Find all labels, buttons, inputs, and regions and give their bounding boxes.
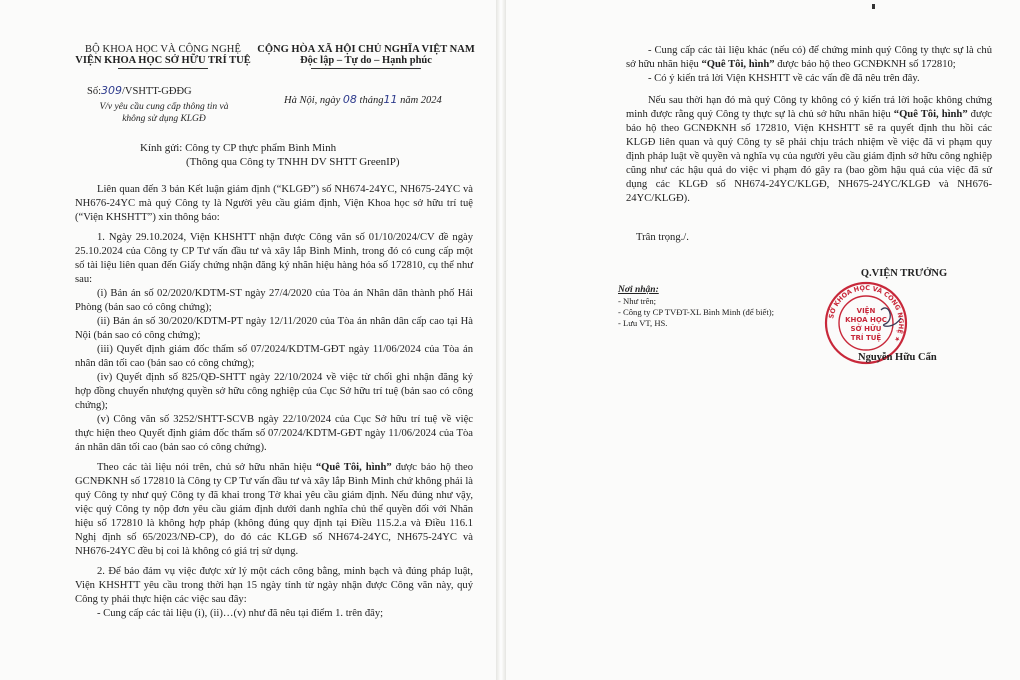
bullet-2-text-a: - Cung cấp các tài liệu khác (nếu có) để chứng minh quý Công ty thực sự là chủ sở hữu nhãn hiệu — [626, 45, 992, 70]
number-prefix: Số: — [87, 86, 102, 97]
seal-line-1: VIỆN — [856, 307, 876, 315]
addressee — [140, 141, 400, 169]
ministry-name: BỘ KHOA HỌC VÀ CÔNG NGHỆ — [85, 44, 241, 55]
addressee-line-1: Kính gửi: Công ty CP thực phẩm Bình Minh — [140, 142, 337, 154]
date-prefix: Hà Nội, ngày — [284, 95, 341, 106]
paragraph-1: 1. Ngày 29.10.2024, Viện KHSHTT nhận được Công văn số 01/10/2024/CV đề ngày 25.10.2024 của Công ty CP Tư vấn đầu tư và xây lắp Bình Minh, trong đó có cung cấp một số tài liệu liên quan đến Giấy chứng nhận đăng ký nhãn hiệu hàng hóa số 172810, cụ thể như sau: — [75, 232, 473, 285]
signer-name: Nguyễn Hữu Cẩn — [858, 352, 937, 363]
issuing-agency — [68, 44, 258, 69]
date-month: 11 — [383, 93, 398, 106]
item-ii: (ii) Bản án số 30/2020/KDTM-PT ngày 12/11/2020 của Tòa án nhân dân cấp cao tại Hà Nội (bản sao có công chứng); — [75, 316, 473, 341]
national-motto: Độc lập – Tự do – Hạnh phúc — [300, 55, 432, 66]
paragraph-3: 2. Để bảo đảm vụ việc được xử lý một cách công bằng, minh bạch và đúng pháp luật, Viện KHSHTT yêu cầu trong thời hạn 15 ngày tính từ ngày nhận được Công văn này, quý Công ty phải thực hiện các việc sau đây: — [75, 566, 473, 605]
subject-line-2: không sử dụng KLGĐ — [122, 114, 206, 124]
seal-line-3: SỞ HỮU — [850, 325, 882, 333]
paragraph-2 — [75, 461, 473, 559]
date-day: 08 — [342, 93, 357, 106]
institute-name: VIỆN KHOA HỌC SỞ HỮU TRÍ TUỆ — [75, 55, 251, 66]
item-iii: (iii) Quyết định giám đốc thẩm số 07/2024/KDTM-GĐT ngày 11/06/2024 của Tòa án nhân dân tối cao (bản sao có công chứng); — [75, 344, 473, 369]
motto-rule — [311, 68, 421, 69]
item-i: (i) Bản án số 02/2020/KDTM-ST ngày 27/4/2020 của Tòa án Nhân dân thành phố Hải Phòng (bản sao có công chứng); — [75, 288, 473, 313]
request-bullet-1: - Cung cấp các tài liệu (i), (ii)…(v) như đã nêu tại điểm 1. trên đây; — [97, 608, 384, 619]
page-gutter — [496, 0, 506, 680]
recipients-title: Nơi nhận: — [618, 285, 659, 295]
item-iv: (iv) Quyết định số 825/QĐ-SHTT ngày 22/10/2024 về việc từ chối ghi nhận đăng ký hợp đồng chuyển nhượng quyền sở hữu công nghiệp của Cục Sở hữu trí tuệ (bản sao có công chứng); — [75, 372, 473, 411]
subject-line-1: V/v yêu cầu cung cấp thông tin và — [99, 102, 229, 112]
recipient-3: - Lưu VT, HS. — [618, 318, 668, 328]
recipient-2: - Công ty CP TVĐT-XL Bình Minh (để biết); — [618, 307, 774, 317]
closing-remark: Trân trọng./. — [636, 232, 689, 243]
paragraph-4-text-a: Nếu sau thời hạn đó mà quý Công ty không có ý kiến trả lời hoặc không chứng minh được rằng quý Công ty thực sự là chủ sở hữu nhãn hiệu — [626, 95, 992, 120]
number-suffix: /VSHTT-GĐĐG — [122, 86, 192, 97]
seal-line-2: KHOA HỌC — [845, 316, 887, 324]
request-bullet-2 — [626, 44, 992, 72]
document-number — [87, 84, 192, 97]
date-month-label: tháng — [359, 95, 384, 106]
item-v: (v) Công văn số 3252/SHTT-SCVB ngày 22/10/2024 của Cục Sở hữu trí tuệ về việc thực hiện theo Quyết định giám đốc thẩm số 07/2024/KDTM-GĐT ngày 11/06/2024 của Tòa án nhân dân tối cao (bản sao có công chứng). — [75, 414, 473, 453]
trademark-name: “Quê Tôi, hình” — [701, 59, 775, 70]
bullet-2-text-b: được bảo hộ theo GCNĐKNH số 172810; — [774, 59, 956, 70]
left-page — [0, 0, 496, 680]
letter-body-right — [626, 44, 992, 206]
recipients-block — [618, 285, 774, 329]
trademark-name: “Quê Tôi, hình” — [315, 462, 392, 473]
header-rule — [118, 68, 208, 69]
right-page — [506, 0, 1020, 680]
intro-paragraph: Liên quan đến 3 bản Kết luận giám định (“KLGĐ”) số NH674-24YC, NH675-24YC và NH676-24YC mà quý Công ty là Người yêu cầu giám định, Viện Khoa học sở hữu trí tuệ (“Viện KHSHTT”) xin thông báo: — [75, 184, 473, 223]
paragraph-4 — [626, 94, 992, 206]
date-year: năm 2024 — [400, 95, 442, 106]
paragraph-2-text-a: Theo các tài liệu nói trên, chủ sở hữu nhãn hiệu — [97, 462, 316, 473]
document-subject — [84, 101, 244, 125]
seal-line-4: TRÍ TUỆ — [850, 334, 882, 342]
trademark-name: “Quê Tôi, hình” — [893, 109, 968, 120]
request-bullet-3: - Có ý kiến trả lời Viện KHSHTT về các vấn đề đã nêu trên đây. — [648, 73, 920, 84]
seal-ring-path: SỞ KHOA HỌC VÀ CÔNG NGHỆ ★ — [827, 283, 906, 344]
recipient-1: - Như trên; — [618, 296, 657, 306]
paragraph-4-text-b: được bảo hộ theo GCNĐKNH số 172810, Viện KHSHTT sẽ ra quyết định thu hồi các KLGĐ liên quan và quý Công ty sẽ phải chịu trách nhiệm về việc đã vi phạm quy định pháp luật về quyền và nghĩa vụ của người yêu cầu giám định sở hữu công nghiệp cũng như các hậu quả do việc vi phạm đó gây ra (bao gồm hậu quả của việc đã sử dụng các KLGĐ số NH674-24YC/KLGĐ, NH675-24YC/KLGĐ và NH676-24YC/KLGĐ). — [626, 109, 992, 204]
scan-mark — [872, 4, 875, 9]
paragraph-2-text-b: được bảo hộ theo GCNĐKNH số 172810 là Công ty CP Tư vấn đầu tư và xây lắp Bình Minh chứ không phải là quý Công ty như quý Công ty đã khai trong Tờ khai yêu cầu giám định. Nếu đúng như vậy, việc quý Công ty nộp đơn yêu cầu giám định dưới danh nghĩa chủ thể quyền đối với Nhãn hiệu số 172810 là không hợp pháp (không đúng quy định tại Điều 115.2.a và Điều 116.1 Nghị định số 65/2023/NĐ-CP), do đó các KLGĐ số NH674-24YC, NH675-24YC và NH676-24YC đều bị coi là không có giá trị sử dụng. — [75, 462, 473, 557]
letter-body-left — [75, 183, 473, 621]
national-title — [250, 44, 482, 69]
handwritten-number: 309 — [101, 84, 123, 97]
addressee-line-2: (Thông qua Công ty TNHH DV SHTT GreenIP) — [186, 156, 400, 168]
country-name: CỘNG HÒA XÃ HỘI CHỦ NGHĨA VIỆT NAM — [257, 44, 475, 55]
signer-title: Q.VIỆN TRƯỞNG — [860, 268, 948, 279]
document-date — [284, 93, 442, 106]
